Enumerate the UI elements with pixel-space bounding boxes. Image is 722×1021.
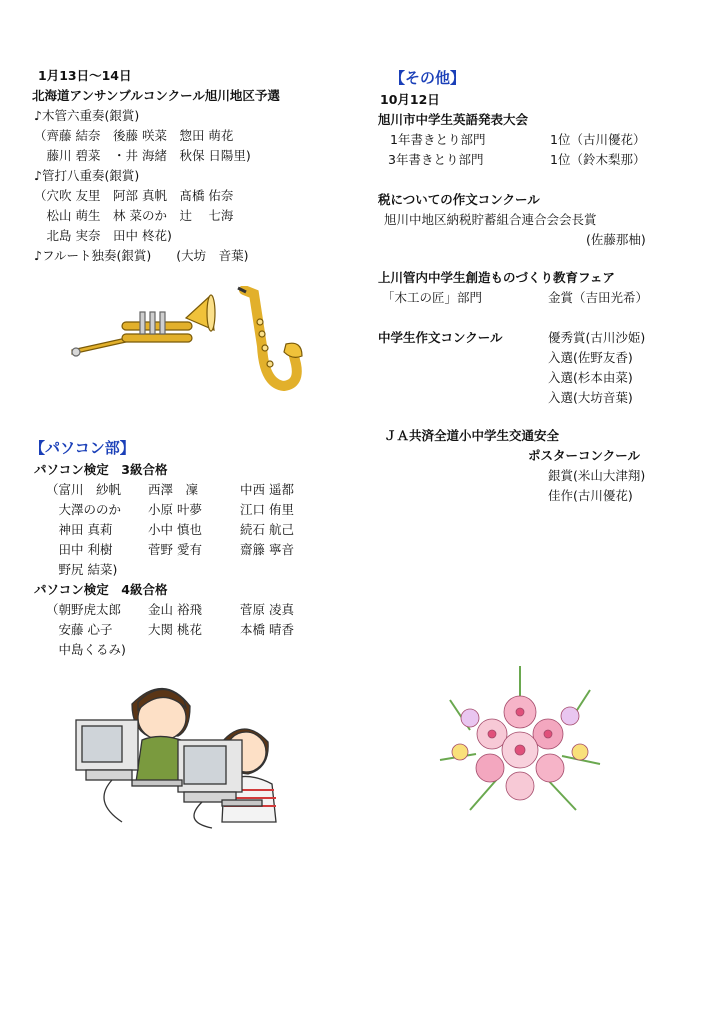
pc-name: 菅原 凌真 [240,602,294,617]
pc-grade4-title: パソコン検定 4級合格 [34,582,168,597]
pc-name: 大澤ののか [46,502,122,517]
ensemble-line: （齊藤 結奈 後藤 咲菜 惣田 萌花 [34,128,234,143]
english-result: 1位（古川優花） [550,132,646,147]
pc-name: 金山 裕飛 [148,602,202,617]
trumpet-illustration [66,288,216,368]
craft-division: 「木工の匠」部門 [382,290,483,305]
pc-grade3-title: パソコン検定 3級合格 [34,462,168,477]
pc-name: 中島くるみ) [46,642,126,657]
essay-result: 入選(佐野友香) [548,350,633,365]
pc-name: 中西 遥都 [240,482,294,497]
pc-club-heading: 【パソコン部】 [30,439,135,457]
saxophone-illustration [232,286,304,400]
ja-result: 銀賞(米山大津翔) [548,468,646,483]
craft-result: 金賞（吉田光希） [548,290,649,305]
students-computer-illustration [72,672,312,832]
ensemble-title: 北海道アンサンブルコンクール旭川地区予選 [32,88,280,103]
english-contest-title: 旭川市中学生英語発表大会 [378,112,529,127]
ensemble-date: 1月13日～14日 [38,68,132,83]
pc-name: （朝野虎太郎 [46,602,122,617]
pc-name: 江口 侑里 [240,502,294,517]
pc-name: 野尻 結菜) [46,562,118,577]
essay-contest-title: 中学生作文コンクール [378,330,503,345]
english-division: 3年書きとり部門 [388,152,484,167]
other-date: 10月12日 [380,92,440,107]
craft-fair-title: 上川管内中学生創造ものづくり教育フェア [378,270,615,285]
english-division: 1年書きとり部門 [390,132,486,147]
ensemble-line: 藤川 碧菜 ・井 海緒 秋保 日陽里) [34,148,251,163]
pc-name: 続石 航己 [240,522,294,537]
flower-bouquet-illustration [430,660,610,820]
pc-name: 小中 慎也 [148,522,202,537]
pc-name: 田中 利樹 [46,542,113,557]
pc-name: 齋籐 寧音 [240,542,294,557]
ensemble-line: （穴吹 友里 阿部 真帆 髙橋 佑奈 [34,188,234,203]
tax-award: 旭川中地区納税貯蓄組合連合会会長賞 [384,212,597,227]
essay-result: 入選(杉本由菜) [548,370,633,385]
pc-name: 西澤 凜 [148,482,199,497]
pc-name: 大関 桃花 [148,622,202,637]
ensemble-line: ♪木管六重奏(銀賞) [34,108,140,123]
tax-essay-title: 税についての作文コンクール [378,192,540,207]
pc-name: 神田 真莉 [46,522,113,537]
ja-contest-subtitle: ポスターコンクール [528,448,641,463]
pc-name: 本橋 晴香 [240,622,294,637]
tax-award-name: (佐藤那柚) [586,232,646,247]
other-heading: 【その他】 [390,69,466,87]
ensemble-line: ♪フルート独奏(銀賞) (大坊 音葉) [34,248,249,263]
ensemble-line: 松山 萌生 林 菜のか 辻 七海 [34,208,234,223]
ensemble-line: 北島 実奈 田中 柊花) [34,228,172,243]
ja-contest-title: ＪＡ共済全道小中学生交通安全 [384,428,560,443]
pc-name: （富川 紗帆 [46,482,122,497]
english-result: 1位（鈴木梨那） [550,152,646,167]
ja-result: 佳作(古川優花) [548,488,633,503]
essay-result: 入選(大坊音葉) [548,390,633,405]
ensemble-line: ♪管打八重奏(銀賞) [34,168,140,183]
pc-name: 菅野 愛有 [148,542,202,557]
pc-name: 小原 叶夢 [148,502,202,517]
essay-result: 優秀賞(古川沙姫) [548,330,646,345]
pc-name: 安藤 心子 [46,622,113,637]
